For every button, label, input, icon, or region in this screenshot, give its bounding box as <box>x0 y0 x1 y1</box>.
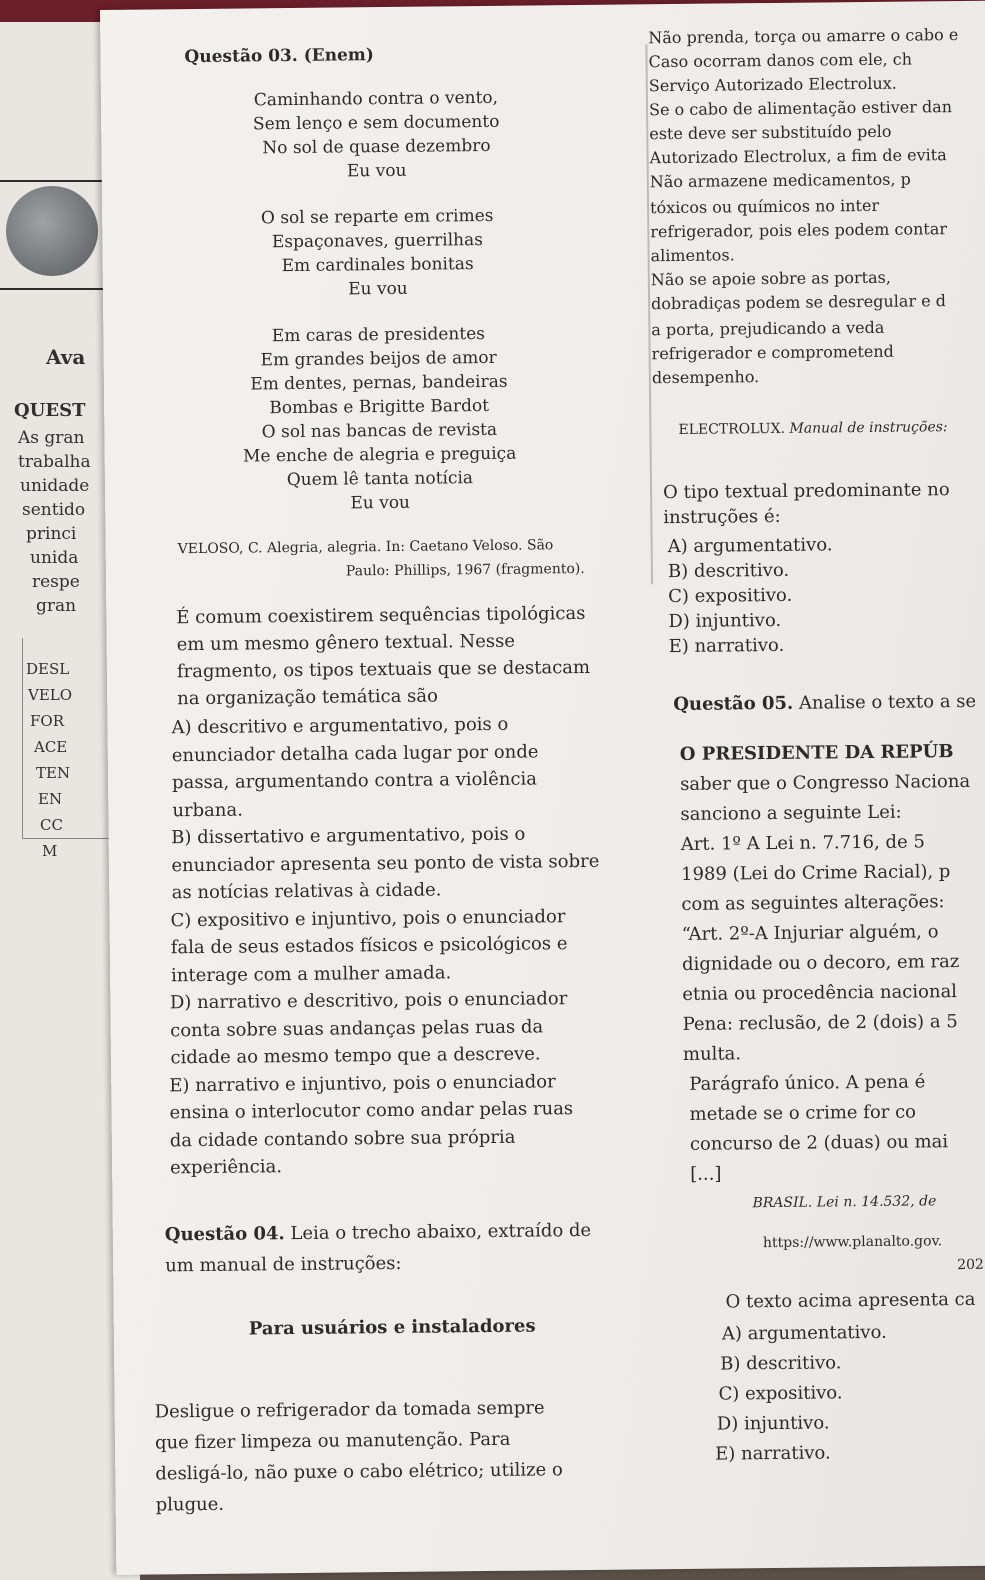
q03-option-line: passa, argumentando contra a violência <box>171 768 538 794</box>
q04-source-plain: ELECTROLUX. <box>678 420 786 438</box>
q05-law-line: com as seguintes alterações: <box>681 891 945 915</box>
poem-line: Caminhando contra o vento, <box>253 87 499 111</box>
q05-law-line: multa. <box>682 1043 742 1065</box>
q04-right-line: tóxicos ou químicos no inter <box>650 195 880 218</box>
q03-option-line: D) narrativo e descritivo, pois o enunciador <box>169 988 568 1014</box>
q04-manual-line: plugue. <box>155 1493 225 1516</box>
underlying-page-text: VELO <box>28 686 73 704</box>
q03-source-2: Paulo: Phillips, 1967 (fragmento). <box>345 560 585 580</box>
q03-prompt-line: em um mesmo gênero textual. Nesse <box>176 630 516 656</box>
q03-source-1: VELOSO, C. Alegria, alegria. In: Caetano Veloso. São <box>177 537 554 558</box>
q04-right-line: a porta, prejudicando a veda <box>651 317 885 340</box>
poem-line: Em cardinales bonitas <box>281 254 474 277</box>
q05-question: O texto acima apresenta ca <box>725 1288 976 1313</box>
exam-sheet <box>100 1 985 1575</box>
q04-right-line: desempenho. <box>651 367 760 388</box>
q04-right-line: Não se apoie sobre as portas, <box>650 267 891 290</box>
q04-right-line: Se o cabo de alimentação estiver dan <box>648 97 953 120</box>
underlying-page-text: ACE <box>34 738 68 756</box>
q04-right-line: Autorizado Electrolux, a fim de evita <box>649 145 947 168</box>
poem-line: O sol se reparte em crimes <box>260 205 494 229</box>
underlying-page-text: DESL <box>26 660 70 678</box>
q04-heading-text: Leia o trecho abaixo, extraído de <box>290 1219 592 1245</box>
underlying-page-text: CC <box>40 816 63 834</box>
q04-right-line: este deve ser substituído pelo <box>649 121 892 144</box>
q04-heading <box>165 1220 592 1245</box>
poem-line: Eu vou <box>346 160 407 182</box>
q05-heading-label: Questão 05. <box>673 692 794 716</box>
q04-manual-line: que fizer limpeza ou manutenção. Para <box>154 1428 511 1454</box>
underlying-page-text: EN <box>38 790 63 808</box>
underlying-page-text: sentido <box>22 500 86 520</box>
q03-option-line: as notícias relativas à cidade. <box>171 879 442 904</box>
q04-option: C) expositivo. <box>668 584 793 608</box>
q04-right-line: refrigerador e comprometend <box>651 341 894 364</box>
q04-right-line: alimentos. <box>650 245 735 266</box>
poem-line: Eu vou <box>348 278 408 300</box>
q04-manual-title: Para usuários e instaladores <box>248 1315 536 1340</box>
q04-right-line: Não prenda, torça ou amarre o cabo e <box>648 25 959 48</box>
q05-law-line: Pena: reclusão, de 2 (dois) a 5 <box>682 1011 958 1035</box>
q05-law-line: 1989 (Lei do Crime Racial), p <box>680 861 951 885</box>
underlying-page-text: unida <box>30 548 79 568</box>
logo-icon <box>6 186 98 276</box>
q03-option-line: cidade ao mesmo tempo que a descreve. <box>170 1043 541 1069</box>
q03-option-line: urbana. <box>172 799 243 821</box>
q05-law-line: concurso de 2 (duas) ou mai <box>689 1131 949 1155</box>
q03-option-line: da cidade contando sobre sua própria <box>169 1126 516 1151</box>
q05-law-title: O PRESIDENTE DA REPÚB <box>679 741 954 765</box>
poem-line: Em caras de presidentes <box>271 323 486 347</box>
poem-line: Quem lê tanta notícia <box>286 468 474 491</box>
underlying-page-text: unidade <box>20 476 90 496</box>
q05-year: 202 <box>957 1256 985 1274</box>
underlying-page-text: As gran <box>18 428 85 448</box>
q04-source <box>678 419 947 438</box>
q05-url: https://www.planalto.gov. <box>762 1233 943 1252</box>
poem-line: Sem lenço e sem documento <box>252 111 500 135</box>
q05-option: C) expositivo. <box>718 1382 843 1405</box>
underlying-page-text: M <box>42 842 58 860</box>
q04-option: B) descritivo. <box>667 559 790 583</box>
poem-line: O sol nas bancas de revista <box>261 419 498 443</box>
q03-option-line: experiência. <box>170 1156 283 1179</box>
q03-option-line: A) descritivo e argumentativo, pois o <box>171 713 509 739</box>
q04-manual-line: desligá-lo, não puxe o cabo elétrico; utilize o <box>155 1459 563 1485</box>
poem-line: Eu vou <box>350 492 411 514</box>
q04-heading-line2: um manual de instruções: <box>165 1252 402 1277</box>
q03-option-line: ensina o interlocutor como andar pelas ruas <box>169 1098 574 1124</box>
q03-prompt-line: É comum coexistirem sequências tipológicas <box>176 602 586 629</box>
q05-law-line: dignidade ou o decoro, em raz <box>681 951 960 975</box>
q03-option-line: interage com a mulher amada. <box>171 961 452 986</box>
q05-law-line: metade se o crime for co <box>689 1101 917 1125</box>
q04-right-line: Serviço Autorizado Electrolux. <box>648 73 897 96</box>
q03-option-line: enunciador detalha cada lugar por onde <box>171 740 539 766</box>
q05-law-line: Art. 1º A Lei n. 7.716, de 5 <box>680 831 925 855</box>
q05-law-line: sanciono a seguinte Lei: <box>680 801 902 825</box>
q03-prompt-line: fragmento, os tipos textuais que se destacam <box>176 656 591 683</box>
q03-option-line: conta sobre suas andanças pelas ruas da <box>170 1015 544 1041</box>
q05-option: D) injuntivo. <box>716 1412 830 1435</box>
q05-option: E) narrativo. <box>715 1442 831 1465</box>
poem-line: Em grandes beijos de amor <box>260 347 497 371</box>
q03-option-line: E) narrativo e injuntivo, pois o enunciador <box>169 1070 556 1096</box>
q05-source: BRASIL. Lei n. 14.532, de <box>752 1193 937 1212</box>
q05-option: B) descritivo. <box>720 1352 842 1375</box>
poem-line: Me enche de alegria e preguiça <box>242 443 517 467</box>
underlying-page-text: princi <box>26 524 77 544</box>
q04-right-line: Caso ocorram danos com ele, ch <box>648 49 913 72</box>
underlying-page-text: TEN <box>36 764 71 782</box>
q04-heading-label: Questão 04. <box>164 1223 285 1246</box>
q04-right-line: dobradiças podem se desregular e d <box>651 291 947 314</box>
poem-line: Bombas e Brigitte Bardot <box>269 395 490 419</box>
q03-option-line: fala de seus estados físicos e psicológicos e <box>170 933 568 959</box>
q03-option-line: enunciador apresenta seu ponto de vista sobre <box>171 850 600 876</box>
underlying-page-text: QUEST <box>14 400 86 421</box>
q04-option: D) injuntivo. <box>668 609 782 633</box>
poem-line: Espaçonaves, guerrilhas <box>271 230 484 253</box>
q04-right-line: Não armazene medicamentos, p <box>649 169 911 192</box>
q05-law-line: [...] <box>690 1163 722 1185</box>
q05-heading-text: Analise o texto a se <box>798 690 977 714</box>
q03-option-line: B) dissertativo e argumentativo, pois o <box>171 823 526 849</box>
q05-law-line: “Art. 2º-A Injuriar alguém, o <box>681 921 939 945</box>
underlying-page-text: respe <box>32 572 80 592</box>
q04-option: A) argumentativo. <box>667 534 833 558</box>
q05-law-line: Parágrafo único. A pena é <box>689 1071 926 1095</box>
q05-law-line: saber que o Congresso Naciona <box>680 770 971 795</box>
q05-option: A) argumentativo. <box>721 1321 887 1345</box>
underlying-page-text: trabalha <box>18 452 91 472</box>
underlying-page-text: FOR <box>30 712 64 730</box>
poem-line: No sol de quase dezembro <box>262 135 491 159</box>
q04-question-line: instruções é: <box>663 505 781 529</box>
q04-right-line: refrigerador, pois eles podem contar <box>650 219 948 242</box>
q03-option-line: C) expositivo e injuntivo, pois o enunciador <box>170 905 566 931</box>
q05-law-line: etnia ou procedência nacional <box>682 981 958 1005</box>
q04-option: E) narrativo. <box>668 634 785 658</box>
poem-line: Em dentes, pernas, bandeiras <box>250 371 508 395</box>
q04-source-italic: Manual de instruções: <box>789 419 948 437</box>
q03-heading: Questão 03. (Enem) <box>184 45 374 68</box>
q03-prompt-line: na organização temática são <box>177 685 439 710</box>
q04-question-line: O tipo textual predominante no <box>662 479 950 504</box>
underlying-page-text: Ava <box>46 345 86 369</box>
q04-manual-line: Desligue o refrigerador da tomada sempre <box>154 1397 545 1423</box>
q05-heading <box>673 691 976 715</box>
underlying-page-text: gran <box>36 596 77 616</box>
